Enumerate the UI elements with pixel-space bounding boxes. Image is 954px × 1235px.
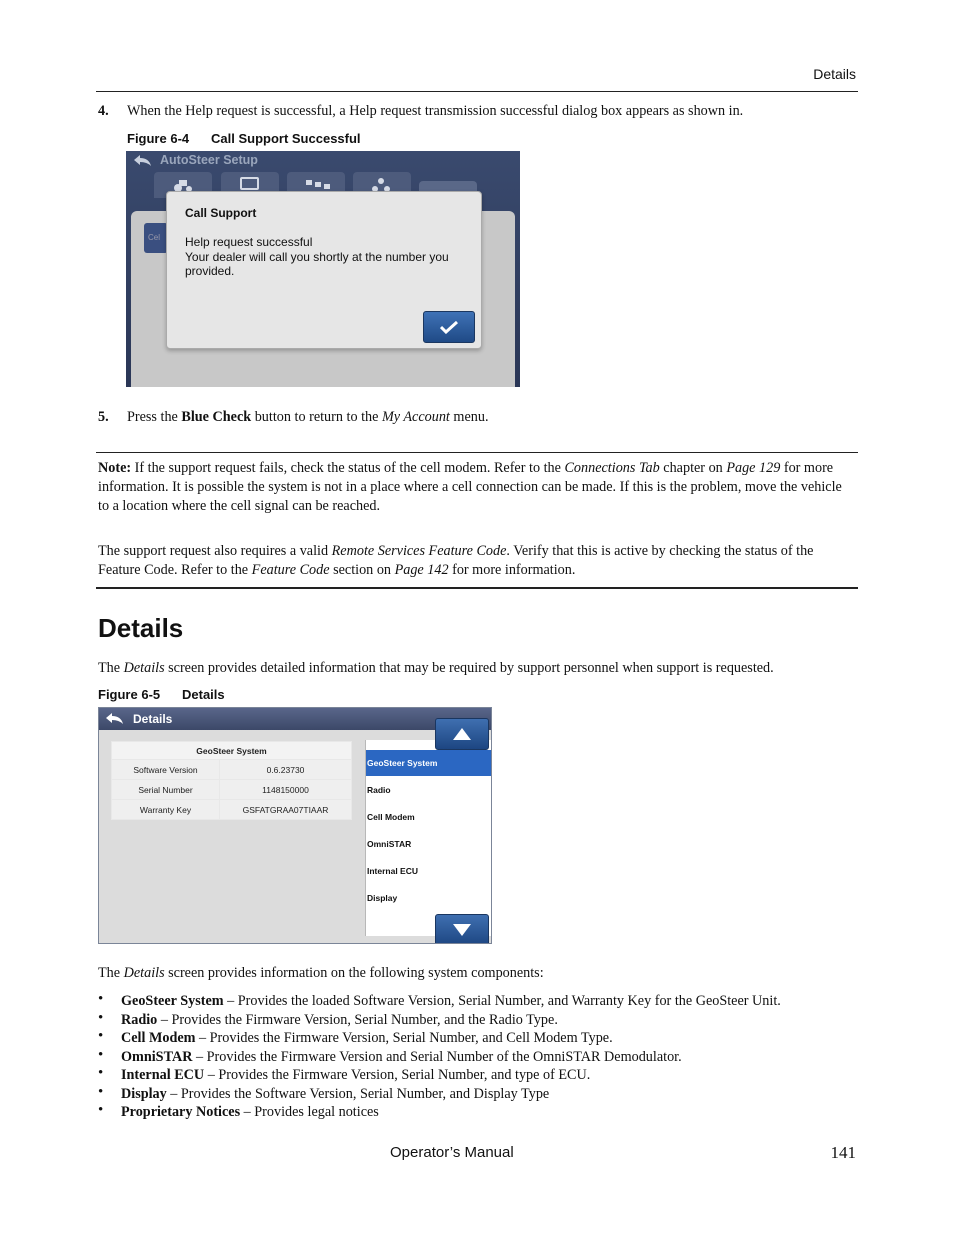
call-support-dialog xyxy=(166,191,482,349)
list-item-cell-modem[interactable]: Cell Modem xyxy=(367,812,415,822)
note-label: Note: xyxy=(98,460,132,476)
text-bold: Internal ECU xyxy=(121,1067,205,1083)
text-bold: Proprietary Notices xyxy=(121,1104,241,1120)
bullet-icon: • xyxy=(98,1028,104,1044)
text-bold: OmniSTAR xyxy=(121,1048,193,1065)
table-header-row xyxy=(112,742,352,760)
text-run: The xyxy=(98,660,124,676)
text-italic: Details xyxy=(123,965,165,981)
details-intro xyxy=(98,659,858,678)
text-run: – Provides the Software Version, Serial Number, and Display Type xyxy=(166,1085,550,1102)
figure-label: Figure 6-5 xyxy=(98,687,161,702)
note-paragraph-2 xyxy=(98,542,854,580)
text-run: menu. xyxy=(449,409,489,425)
screen-header xyxy=(126,151,520,171)
figure-caption xyxy=(98,687,225,702)
call-support-screenshot xyxy=(126,151,520,387)
bullet-icon: • xyxy=(98,1083,104,1100)
step-number: 5. xyxy=(98,409,109,425)
step-5-text xyxy=(127,408,847,427)
text-run: chapter on xyxy=(659,460,727,476)
text-run: – Provides the Firmware Version, Serial Number, and Cell Modem Type. xyxy=(195,1030,613,1046)
back-arrow-icon[interactable] xyxy=(132,154,154,167)
text-run: – Provides the Firmware Version, Serial Number, and type of ECU. xyxy=(204,1067,591,1083)
text-run: button to return to the xyxy=(251,409,382,425)
screen-header xyxy=(99,708,492,730)
dialog-line-1: Help request successful xyxy=(185,235,313,249)
bullet-icon: • xyxy=(98,1065,104,1081)
dialog-line-2: Your dealer will call you shortly at the number you provided. xyxy=(185,249,449,278)
list-item xyxy=(98,1066,858,1085)
text-italic: Page 142 xyxy=(394,562,449,578)
dialog-title: Call Support xyxy=(185,206,257,220)
note-paragraph-1 xyxy=(98,459,850,516)
blue-check-button[interactable] xyxy=(423,311,475,343)
step-number: 4. xyxy=(98,103,109,119)
components-list xyxy=(98,992,858,1122)
screen-title: AutoSteer Setup xyxy=(160,153,258,167)
text-italic: Remote Services Feature Code xyxy=(331,543,507,559)
text-run: If the support request fails, check the status of the cell modem. Refer to the xyxy=(131,460,565,476)
text-bold: Radio xyxy=(121,1011,158,1028)
text-run: – Provides the Firmware Version, Serial Number, and the Radio Type. xyxy=(157,1011,558,1028)
table-row xyxy=(112,780,352,800)
text-run: The support request also requires a valid xyxy=(98,543,332,559)
list-item-display[interactable]: Display xyxy=(367,893,398,903)
scroll-up-button[interactable] xyxy=(435,718,489,750)
figure-caption xyxy=(127,131,361,146)
text-run: The xyxy=(98,965,124,981)
text-italic: Connections Tab xyxy=(564,460,660,476)
list-item xyxy=(98,1029,858,1048)
header-rule xyxy=(96,91,858,92)
text-italic: My Account xyxy=(381,409,450,425)
step-4-text: When the Help request is successful, a Help request transmission successful dialog box appears as shown in. xyxy=(127,103,744,119)
page-number: 141 xyxy=(830,1143,856,1162)
note-bottom-rule xyxy=(96,587,858,589)
note-top-rule xyxy=(96,452,858,453)
table-cell-key: Software Version xyxy=(112,760,220,780)
scroll-down-button[interactable] xyxy=(435,914,489,944)
text-italic: Feature Code xyxy=(251,562,330,578)
text-run: – Provides the loaded Software Version, Serial Number, and Warranty Key for the GeoSteer Unit. xyxy=(223,993,781,1009)
text-run: screen provides information on the following system components: xyxy=(164,965,544,981)
running-header: Details xyxy=(813,66,856,82)
details-table xyxy=(111,741,352,820)
arrow-up-icon xyxy=(453,728,471,740)
list-item xyxy=(98,1048,858,1067)
text-bold: Display xyxy=(121,1085,167,1102)
checkmark-icon xyxy=(440,320,458,334)
text-run: screen provides detailed information that may be required by support personnel when support is requested. xyxy=(164,660,774,676)
text-run: . Verify that this is active by checking the status of the Feature Code. Refer to the xyxy=(98,543,814,578)
figure-title: Details xyxy=(182,687,225,702)
table-cell-key: Warranty Key xyxy=(112,800,220,820)
text-run: section on xyxy=(329,562,395,578)
step-4 xyxy=(98,102,109,121)
text-run: for more information. It is possible the system is not in a place where a cell connection can be made. If this is the problem, move the vehicle to a location where the cell signal can be reached. xyxy=(98,460,842,514)
details-screenshot xyxy=(98,707,492,944)
table-row xyxy=(112,800,352,820)
list-item xyxy=(98,992,858,1011)
bullet-icon: • xyxy=(98,1046,104,1063)
table-cell-key: Serial Number xyxy=(112,780,220,800)
bullet-icon: • xyxy=(98,991,104,1007)
text-italic: Page 129 xyxy=(726,460,781,476)
component-list xyxy=(365,740,492,936)
list-item xyxy=(98,1085,858,1104)
footer-manual-title: Operator’s Manual xyxy=(390,1144,514,1161)
screen-title: Details xyxy=(133,712,173,726)
components-intro xyxy=(98,964,858,983)
text-run: – Provides the Firmware Version and Serial Number of the OmniSTAR Demodulator. xyxy=(192,1048,682,1065)
dialog-message xyxy=(185,235,470,279)
text-run: for more information. xyxy=(448,562,576,578)
text-run: – Provides legal notices xyxy=(240,1104,379,1120)
bullet-icon: • xyxy=(98,1009,104,1026)
text-italic: Details xyxy=(123,660,165,676)
step-5 xyxy=(98,408,109,427)
table-title: GeoSteer System xyxy=(112,742,352,760)
text-bold: GeoSteer System xyxy=(121,993,224,1009)
table-row xyxy=(112,760,352,780)
table-cell-value: 1148150000 xyxy=(220,780,352,800)
side-button[interactable] xyxy=(144,223,168,253)
arrow-down-icon xyxy=(453,924,471,936)
text-bold: Cell Modem xyxy=(121,1030,196,1046)
figure-title: Call Support Successful xyxy=(211,131,361,146)
bullet-icon: • xyxy=(98,1102,104,1118)
figure-label: Figure 6-4 xyxy=(127,131,190,146)
table-cell-value: 0.6.23730 xyxy=(220,760,352,780)
side-button-label: Cel xyxy=(148,233,161,242)
section-heading: Details xyxy=(98,613,184,643)
text-bold: Blue Check xyxy=(181,409,252,425)
list-item-omnistar[interactable]: OmniSTAR xyxy=(367,839,412,849)
text-run: Press the xyxy=(127,409,182,425)
list-item-geosteer-system[interactable]: GeoSteer System xyxy=(366,750,492,776)
list-item-radio[interactable]: Radio xyxy=(367,785,391,795)
list-item xyxy=(98,1103,858,1122)
list-item-internal-ecu[interactable]: Internal ECU xyxy=(367,866,419,876)
list-item xyxy=(98,1011,858,1030)
details-content xyxy=(99,730,492,944)
connection-icon xyxy=(305,177,331,191)
back-arrow-icon[interactable] xyxy=(104,712,126,725)
table-cell-value: GSFATGRAA07TIAAR xyxy=(220,800,352,820)
